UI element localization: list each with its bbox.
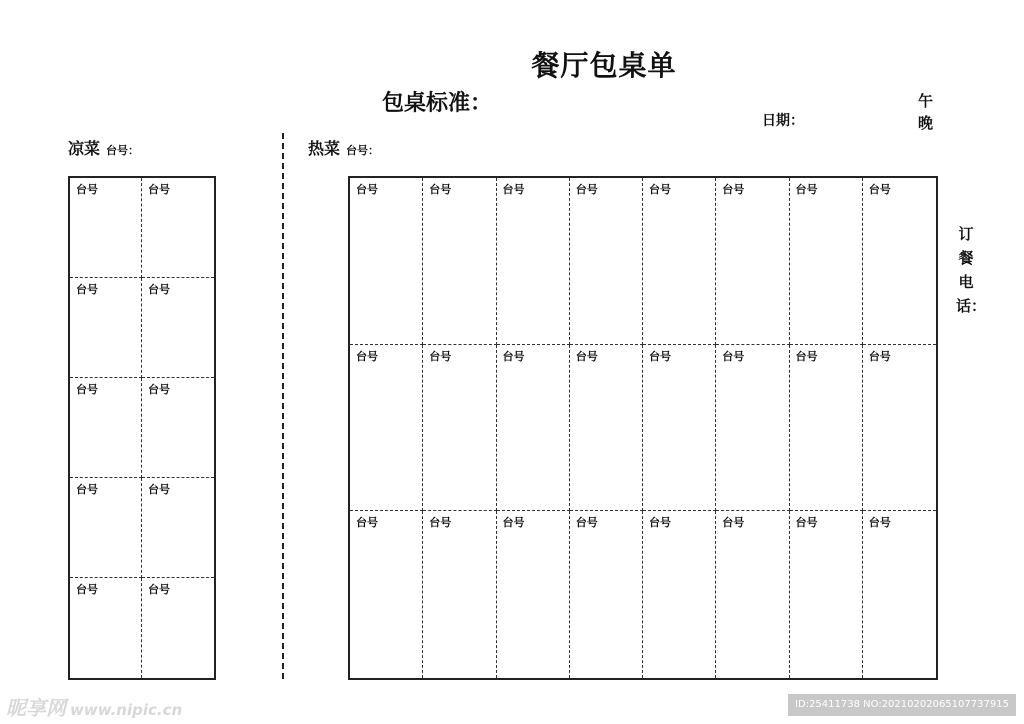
hot-dishes-label: 热菜 [308, 139, 341, 158]
section-divider [282, 133, 284, 679]
hot-cell: 台号 [716, 511, 789, 678]
hot-cell: 台号 [643, 178, 716, 345]
hot-cell: 台号 [790, 345, 863, 512]
cold-cell: 台号 [142, 478, 214, 578]
hot-cell: 台号 [716, 178, 789, 345]
hot-cell: 台号 [790, 178, 863, 345]
cold-cell: 台号 [142, 378, 214, 478]
cold-cell: 台号 [142, 278, 214, 378]
cold-cell: 台号 [70, 378, 142, 478]
cold-dishes-grid [68, 176, 216, 680]
hot-cell: 台号 [716, 345, 789, 512]
order-phone-label: 订餐电话： [956, 225, 987, 315]
cold-cell: 台号 [142, 178, 214, 278]
hot-cell: 台号 [643, 345, 716, 512]
hot-cell: 台号 [570, 178, 643, 345]
date-label: 日期： [762, 113, 804, 129]
hot-cell: 台号 [423, 178, 496, 345]
cold-table-number-label: 台号： [106, 144, 140, 157]
watermark-logo-text: 昵享网 [6, 696, 66, 720]
meal-noon-label: 午 [918, 92, 934, 110]
watermark-logo [6, 692, 182, 721]
hot-cell: 台号 [863, 345, 936, 512]
hot-cell: 台号 [497, 511, 570, 678]
cold-cell: 台号 [70, 178, 142, 278]
hot-cell: 台号 [570, 511, 643, 678]
hot-cell: 台号 [423, 345, 496, 512]
cold-cell: 台号 [70, 578, 142, 678]
hot-cell: 台号 [423, 511, 496, 678]
watermark-url: www.nipic.cn [70, 701, 183, 719]
hot-cell: 台号 [350, 511, 423, 678]
hot-cell: 台号 [790, 511, 863, 678]
hot-cell: 台号 [868, 516, 891, 530]
cold-dishes-header [68, 136, 139, 159]
hot-cell: 台号 [497, 345, 570, 512]
meal-evening-label: 晚 [918, 114, 934, 132]
cold-cell: 台号 [148, 583, 170, 596]
document-title: 餐厅包桌单 [531, 49, 677, 82]
hot-cell: 台号 [863, 178, 936, 345]
hot-table-number-label: 台号： [346, 144, 380, 157]
hot-cell: 台号 [643, 511, 716, 678]
watermark-id: ID:25411738 NO:20210202065107737915 [788, 694, 1016, 716]
cold-cell: 台号 [70, 278, 142, 378]
hot-cell: 台号 [350, 345, 423, 512]
hot-dishes-grid [348, 176, 938, 680]
hot-cell: 台号 [570, 345, 643, 512]
hot-cell: 台号 [497, 178, 570, 345]
hot-cell: 台号 [350, 178, 423, 345]
hot-dishes-header [308, 136, 379, 159]
cold-cell: 台号 [70, 478, 142, 578]
cold-dishes-label: 凉菜 [68, 139, 101, 158]
standard-label: 包桌标准： [382, 91, 493, 116]
